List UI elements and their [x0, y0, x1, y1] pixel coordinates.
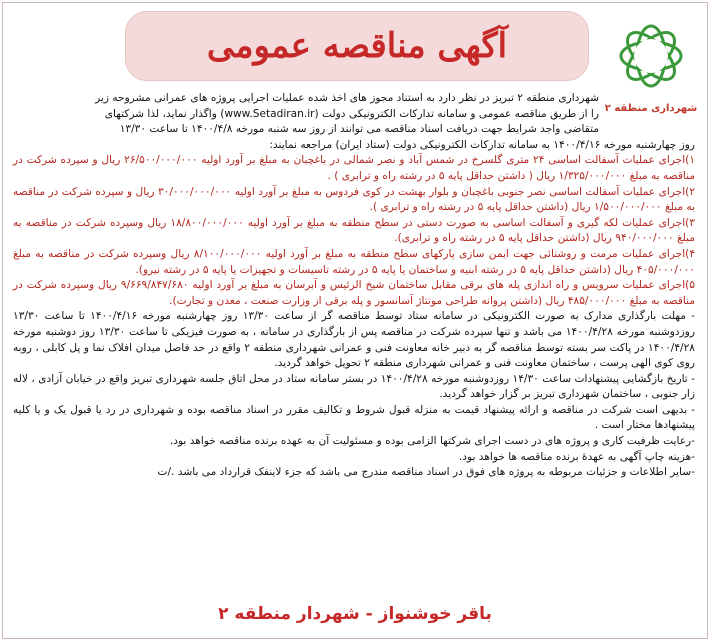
logo-caption: شهرداری منطقه ۲	[604, 103, 698, 114]
project-item: ۳)اجرای عملیات لکه گیری و آسفالت اساسی به صورت دستی در سطح منطقه به مبلغ بر آورد اولیه ۱۸/۸۰۰/۰۰۰/۰۰۰ ریال وسپرده شرکت در مناقصه به مبلغ ۹۴۰/۰۰۰/۰۰۰ ریال (داشتن حداقل پایه ۵ در رشته راه و ترابری).	[13, 216, 695, 245]
flower-emblem-icon	[608, 11, 694, 101]
intro-line: متقاضی واجد شرایط جهت دریافت اسناد مناقصه می توانند از روز سه شنبه مورخه ۱۴۰۰/۴/۸ تا ساعت ۱۳/۳۰	[119, 123, 599, 136]
project-item: ۲)اجرای عملیات آسفالت اساسی نصر جنوبی باغچبان و بلوار بهشت در کوی فردوس به مبلغ بر آورد اولیه ۳۰/۰۰۰/۰۰۰/۰۰۰ ریال و سپرده شرکت در مناقصه به مبلغ ۱/۵۰۰/۰۰۰/۰۰۰ ریال (داشتن حداقل پایه ۵ در رشته راه و ترابری ).	[13, 185, 696, 214]
intro-line: را از طریق مناقصه عمومی و سامانه تدارکات الکترونیکی دولت (www.Setadiran.ir) واگذار نماید، لذا شرکتهای	[104, 107, 599, 120]
condition-item: -سایر اطلاعات و جزئیات مربوطه به پروژه های فوق در اسناد مناقصه مندرج می باشد که جزء لاینفک قرارداد می باشد ./ت	[157, 466, 695, 479]
notice-title: آگهی مناقصه عمومی	[206, 26, 508, 66]
notice-body	[13, 91, 695, 481]
project-item: ۴)اجرای عملیات مرمت و روشنائی جهت ایمن سازی پارکهای سطح منطقه به مبلغ بر آورد اولیه ۸/۱۰۰/۰۰۰/۰۰۰ ریال وسپرده شرکت در مناقصه به مبلغ ۴۰۵/۰۰۰/۰۰۰ ریال (داشتن حداقل پایه ۵ در رشته ابنیه و ساختمان یا پایه ۵ در رشته تاسیسات و تجهیزات یا پایه ۵ در رشته نیرو).	[13, 247, 696, 276]
tender-notice	[2, 2, 708, 639]
condition-item: - بدیهی است شرکت در مناقصه و ارائه پیشنهاد قیمت به منزله قبول شروط و تکالیف مقرر در اسناد مناقصه بوده و شهرداری در رد یا قبول یک و یا کلیه پیشنهادها مختار است .	[13, 403, 695, 432]
intro-line: شهرداری منطقه ۲ تبریز در نظر دارد به استناد مجوز های اخذ شده عملیات اجرایی پروژه های عمرانی مشروحه زیر	[95, 92, 599, 104]
condition-item: - مهلت بارگذاری مدارک به صورت الکترونیکی در سامانه ستاد توسط مناقصه گر از ساعت ۱۳/۳۰ روز چهارشنبه مورخه ۱۴۰۰/۴/۱۶ تا ساعت ۱۳/۳۰ روزدوشنبه مورخه ۱۴۰۰/۴/۲۸ می باشد و تنها سپرده شرکت در مناقصه پس از بارگذاری در سامانه ، به صورت فیزیکی تا ساعت ۱۳/۳۰ روز دوشنبه مورخه ۱۴۰۰/۴/۲۸ در پاکت سر بسته توسط مناقصه گر به دبیر خانه معاونت فنی و عمرانی شهرداری منطقه ۲ واقع در حد فاصل میدان افلاک نما و پل کابلی ، روبه روی کوی الهی پرست ، ساختمان معاونت فنی و عمرانی شهرداری منطقه ۲ تحویل خواهد گردید.	[13, 310, 695, 370]
project-item: ۱)اجرای عملیات آسفالت اساسی ۲۴ متری گلسرخ در شمس آباد و نصر شمالی در باغچبان به مبلغ بر آورد اولیه ۲۶/۵۰۰/۰۰۰/۰۰۰ ریال و سپرده شرکت در مناقصه به مبلغ ۱/۳۲۵/۰۰۰/۰۰۰ ریال ( داشتن حداقل پایه ۵ در رشته راه و ترابری ) .	[13, 154, 695, 182]
title-banner	[125, 11, 589, 81]
signature: باقر خوشنواز - شهردار منطقه ۲	[218, 604, 492, 624]
intro-line: روز چهارشنبه مورخه ۱۴۰۰/۴/۱۶ به سامانه تدارکات الکترونیکی دولت (ستاد ایران) مراجعه نمایند:	[269, 138, 695, 151]
project-item: ۵)اجرای عملیات سرویس و راه اندازی پله های برقی مقابل ساختمان شیخ الرئیس و آبرسان به مبلغ بر آورد اولیه ۹/۶۶۹/۸۴۷/۶۸۰ ریال وسپرده شرکت در مناقصه به مبلغ ۴۸۵/۰۰۰/۰۰۰ ریال (داشتن پروانه طراحی مونتاژ آسانسور و پله برقی از وزارت صنعت ، معدن و تجارت).	[13, 279, 695, 307]
condition-item: -رعایت ظرفیت کاری و پروژه های در دست اجرای شرکتها الزامی بوده و مسئولیت آن به عهده برنده مناقصه خواهد بود.	[169, 435, 695, 448]
condition-item: -هزینه چاپ آگهی به عهدهٔ برنده مناقصه ها خواهد بود.	[458, 450, 695, 463]
condition-item: - تاریخ بازگشایی پیشنهادات ساعت ۱۴/۳۰ روزدوشنبه مورخه ۱۴۰۰/۴/۲۸ در بستر سامانه ستاد در محل اتاق جلسه شهرداری تبریز واقع در خیابان آزادی ، لاله زار جنوبی ، ساختمان شهرداری تبریز بر گزار خواهد گردید.	[13, 372, 695, 401]
